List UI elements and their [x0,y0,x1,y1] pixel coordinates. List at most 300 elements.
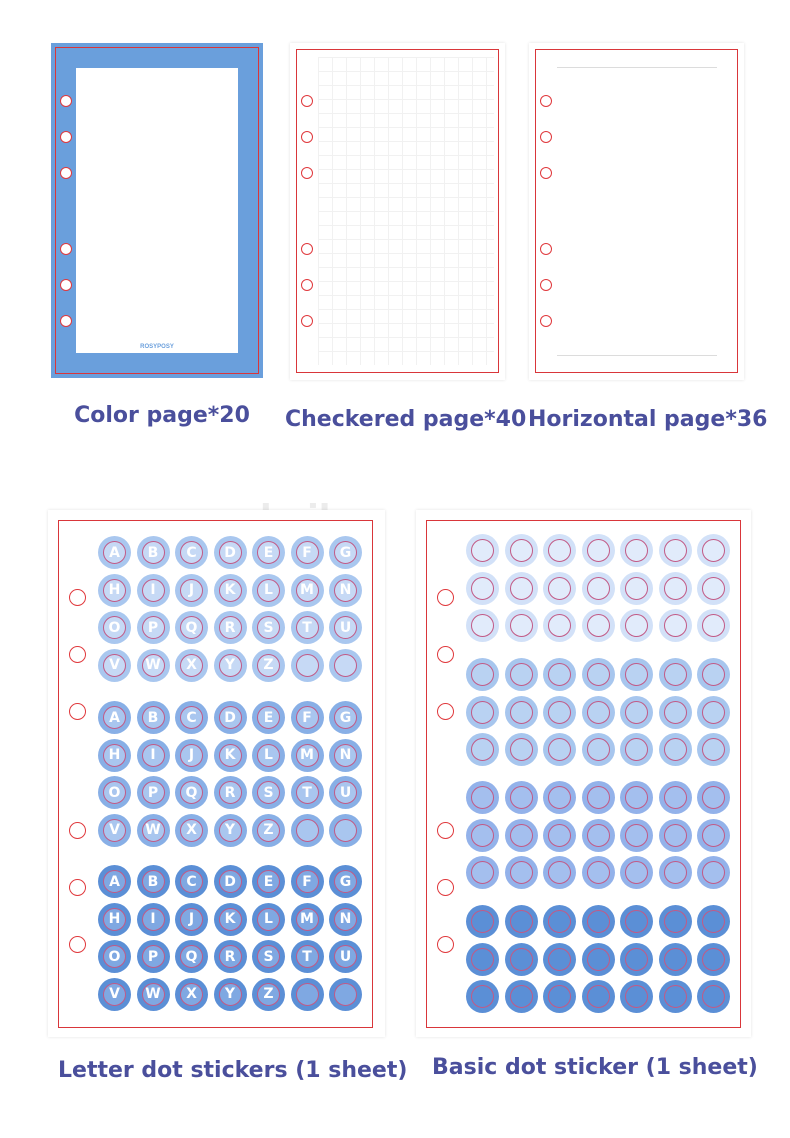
sticker-dot [329,903,362,936]
sticker-dot-inner: L [257,744,280,767]
sticker-dot-inner: T [296,781,319,804]
sticker-dot-inner [334,654,357,677]
sticker-dot [466,609,499,642]
page-frame [535,49,738,373]
binder-hole [301,315,313,327]
sticker-dot-inner: U [334,945,357,968]
binder-hole [540,315,552,327]
sticker-dot [697,980,730,1013]
sticker-dot-inner [664,786,687,809]
sticker-dot [620,819,653,852]
sticker-dot [582,609,615,642]
sticker-dot-inner: Z [257,819,280,842]
sticker-dot [697,658,730,691]
sticker-dot-inner: N [334,579,357,602]
sticker-dot [582,733,615,766]
sticker-dot [466,733,499,766]
sticker-dot-inner [625,861,648,884]
sticker-dot-inner [664,539,687,562]
sticker-dot-inner: X [180,654,203,677]
sticker-dot-inner [664,701,687,724]
sticker-dot [175,739,208,772]
sticker-dot [466,534,499,567]
sticker-dot-inner: L [257,908,280,931]
binder-hole [60,315,72,327]
sticker-dot-inner [625,738,648,761]
sticker-dot [543,733,576,766]
sticker-dot-inner: B [142,541,165,564]
sticker-dot-inner: R [219,781,242,804]
sticker-dot-inner: S [257,945,280,968]
binder-hole [60,279,72,291]
sticker-dot-inner: A [103,706,126,729]
sticker-dot [291,978,324,1011]
sticker-dot-inner: Q [180,945,203,968]
sticker-dot [543,609,576,642]
sticker-dot-inner [548,786,571,809]
sticker-dot [252,978,285,1011]
sticker-dot-inner [548,861,571,884]
sticker-dot-inner [702,738,725,761]
sticker-dot [466,943,499,976]
binder-hole [301,95,313,107]
sticker-dot [175,611,208,644]
sticker-dot-inner: P [142,945,165,968]
sticker-dot-inner: E [257,870,280,893]
sticker-dot-inner [625,701,648,724]
sticker-dot-inner [625,539,648,562]
sticker-dot-inner [702,577,725,600]
sticker-dot [137,814,170,847]
sticker-dot-inner [510,861,533,884]
sticker-dot [252,739,285,772]
sticker-dot [214,701,247,734]
sticker-dot-inner [587,824,610,847]
sticker-dot [505,980,538,1013]
sticker-dot [137,611,170,644]
sticker-dot [659,905,692,938]
sticker-dot [697,905,730,938]
binder-hole [540,131,552,143]
sticker-dot-inner [471,614,494,637]
sticker-dot-inner [471,786,494,809]
sticker-dot [175,814,208,847]
sticker-dot [252,903,285,936]
binder-hole [60,167,72,179]
sticker-dot [659,534,692,567]
sticker-dot-inner [510,577,533,600]
sticker-dot [697,609,730,642]
sticker-dot-inner [587,786,610,809]
sticker-dot [98,701,131,734]
sticker-dot [214,611,247,644]
sticker-dot-inner [296,654,319,677]
sticker-dot [620,696,653,729]
color-page-card [51,43,263,378]
sticker-dot [137,536,170,569]
sticker-dot-inner [510,985,533,1008]
sticker-dot-inner: Q [180,781,203,804]
sticker-dot [659,733,692,766]
sticker-dot [214,814,247,847]
sticker-dot-inner [510,701,533,724]
sticker-dot-inner [471,701,494,724]
checkered-page-caption: Checkered page*40 [285,407,527,432]
sticker-dot-inner: S [257,781,280,804]
sticker-dot [697,943,730,976]
sticker-dot [98,903,131,936]
checkered-page-card [290,43,505,380]
sticker-dot-inner: E [257,706,280,729]
sticker-dot [98,536,131,569]
sticker-dot-inner: O [103,616,126,639]
sticker-dot-inner [625,910,648,933]
sticker-dot-inner [587,738,610,761]
sticker-dot-inner: V [103,983,126,1006]
sticker-dot-inner [587,614,610,637]
sticker-dot-inner [625,577,648,600]
sticker-dot [543,943,576,976]
sticker-dot [98,611,131,644]
sticker-dot [659,781,692,814]
sticker-dot-inner [471,738,494,761]
binder-hole [301,279,313,291]
sticker-dot [582,781,615,814]
sticker-dot-inner: W [142,654,165,677]
sticker-dot-inner [702,701,725,724]
sticker-dot [175,865,208,898]
sticker-dot-inner [471,663,494,686]
sticker-dot [620,733,653,766]
sticker-dot-inner: M [296,744,319,767]
sticker-dot [252,649,285,682]
sticker-dot-inner [664,861,687,884]
sticker-dot-inner [548,539,571,562]
sticker-dot [291,739,324,772]
sticker-dot-inner [471,861,494,884]
sticker-dot [175,940,208,973]
sticker-dot [137,978,170,1011]
sticker-dot-inner [548,824,571,847]
sticker-dot [291,611,324,644]
sticker-dot [543,534,576,567]
sticker-dot-inner: I [142,744,165,767]
sticker-dot [214,776,247,809]
sticker-dot-inner: D [219,541,242,564]
sticker-dot-inner: G [334,541,357,564]
sticker-dot [175,978,208,1011]
sticker-dot [329,865,362,898]
sticker-dot-inner [664,577,687,600]
sticker-dot-inner [702,910,725,933]
sticker-dot-inner [702,861,725,884]
binder-hole [540,95,552,107]
sticker-dot [505,609,538,642]
sticker-dot [620,534,653,567]
sticker-dot-inner [510,786,533,809]
sticker-dot-inner: K [219,579,242,602]
sticker-dot [582,658,615,691]
sticker-dot-inner [510,910,533,933]
sticker-dot-inner [625,824,648,847]
sticker-dot-inner [471,948,494,971]
letter-sticker-sheet [48,510,385,1037]
sticker-dot [466,905,499,938]
sticker-dot-inner [471,539,494,562]
binder-hole [540,279,552,291]
sticker-dot-inner [471,577,494,600]
sticker-dot [697,572,730,605]
sticker-dot-inner: C [180,541,203,564]
sticker-dot-inner: U [334,781,357,804]
sticker-dot [466,572,499,605]
sticker-dot-inner: E [257,541,280,564]
sticker-dot [137,865,170,898]
sticker-dot-inner [587,985,610,1008]
sticker-dot [620,609,653,642]
sticker-dot-inner: I [142,579,165,602]
sticker-dot-inner [664,824,687,847]
sticker-dot-inner: Z [257,654,280,677]
sticker-dot [214,536,247,569]
sticker-dot [466,658,499,691]
sticker-dot [329,574,362,607]
sticker-dot-inner [548,910,571,933]
sticker-dot [505,658,538,691]
sticker-dot [466,980,499,1013]
sticker-dot-inner: O [103,781,126,804]
basic-stickers-caption: Basic dot sticker (1 sheet) [432,1055,758,1080]
sticker-dot-inner [587,910,610,933]
sticker-dot-inner [625,663,648,686]
horizontal-page-caption: Horizontal page*36 [528,407,768,432]
sticker-dot [697,781,730,814]
sticker-dot-inner [664,910,687,933]
sticker-dot-inner [702,663,725,686]
sticker-dot [620,943,653,976]
sticker-dot [543,696,576,729]
sticker-dot [175,649,208,682]
sticker-dot-inner: K [219,744,242,767]
sticker-dot-inner: Y [219,983,242,1006]
sticker-dot [291,701,324,734]
sticker-dot [329,814,362,847]
sticker-dot [137,574,170,607]
sticker-dot [214,940,247,973]
sticker-dot [697,733,730,766]
sticker-dot [214,739,247,772]
sticker-dot-inner: T [296,616,319,639]
sticker-dot [175,574,208,607]
sticker-dot [582,819,615,852]
binder-hole [301,131,313,143]
sticker-dot-inner [664,738,687,761]
binder-hole [540,243,552,255]
sticker-dot [659,609,692,642]
sticker-dot-inner: P [142,616,165,639]
sticker-dot [543,905,576,938]
sticker-dot-inner [334,983,357,1006]
sticker-dot-inner: F [296,870,319,893]
sticker-dot [98,865,131,898]
sticker-dot-inner: K [219,908,242,931]
sticker-dot-inner [296,983,319,1006]
sticker-dot [659,819,692,852]
sticker-dot-inner [702,539,725,562]
sticker-dot [697,534,730,567]
sticker-dot [543,781,576,814]
sticker-dot [582,856,615,889]
sticker-dot [543,819,576,852]
sticker-dot [291,903,324,936]
binder-hole [60,243,72,255]
sticker-dot [175,903,208,936]
sticker-dot [137,701,170,734]
sticker-dot [659,980,692,1013]
sticker-dot [252,536,285,569]
sticker-dot-inner [548,577,571,600]
sticker-dot-inner: J [180,744,203,767]
sticker-dot [214,649,247,682]
sticker-dot [329,536,362,569]
sticker-dot-inner: C [180,706,203,729]
sticker-dot-inner: G [334,870,357,893]
sticker-dot-inner: O [103,945,126,968]
binder-hole [60,95,72,107]
sticker-dot [98,776,131,809]
sticker-dot-inner [702,824,725,847]
sticker-dot-inner [471,985,494,1008]
sticker-dot-inner [510,948,533,971]
sticker-dot [505,943,538,976]
sticker-dot [329,978,362,1011]
sticker-dot [466,781,499,814]
sticker-dot [329,776,362,809]
sticker-dot-inner [587,539,610,562]
sticker-dot [252,776,285,809]
sticker-dot-inner: N [334,744,357,767]
sticker-dot-inner: U [334,616,357,639]
sticker-dot-inner: R [219,616,242,639]
sticker-dot-inner: S [257,616,280,639]
sticker-dot [175,701,208,734]
sticker-dot [620,572,653,605]
sticker-dot [659,696,692,729]
sticker-dot-inner [625,786,648,809]
sticker-dot [137,739,170,772]
sticker-dot-inner [587,948,610,971]
sticker-dot [214,903,247,936]
sticker-dot-inner [587,701,610,724]
sticker-dot [98,814,131,847]
ruled-line [557,355,717,356]
sticker-dot-inner: J [180,579,203,602]
sticker-dot [697,696,730,729]
sticker-dot-inner: A [103,870,126,893]
sticker-dot [214,978,247,1011]
sticker-dot-inner: Y [219,819,242,842]
sticker-dot [505,819,538,852]
sticker-dot [137,940,170,973]
sticker-dot [543,572,576,605]
sticker-dot [659,572,692,605]
sticker-dot [252,814,285,847]
sticker-dot-inner: G [334,706,357,729]
sticker-dot [98,574,131,607]
sticker-dot-inner: R [219,945,242,968]
sticker-dot-inner [587,663,610,686]
sticker-dot [659,658,692,691]
sticker-dot-inner [625,614,648,637]
sticker-dot-inner [702,614,725,637]
sticker-dot-inner: B [142,870,165,893]
sticker-dot-inner [471,910,494,933]
sticker-dot [582,980,615,1013]
sticker-dot-inner: Z [257,983,280,1006]
sticker-dot [98,940,131,973]
sticker-dot-inner [334,819,357,842]
sticker-dot [329,739,362,772]
sticker-dot-inner [664,948,687,971]
sticker-dot [291,865,324,898]
sticker-dot-inner: D [219,870,242,893]
sticker-dot [620,905,653,938]
sticker-dot-inner: H [103,579,126,602]
sticker-dot-inner [471,824,494,847]
sticker-dot [291,574,324,607]
sticker-dot [98,739,131,772]
sticker-dot [697,856,730,889]
sticker-dot [659,856,692,889]
sticker-dot-inner [664,663,687,686]
sticker-dot-inner [548,738,571,761]
sticker-dot-inner: Y [219,654,242,677]
sticker-dot [291,776,324,809]
sticker-dot-inner: B [142,706,165,729]
sticker-dot-inner [664,614,687,637]
sticker-dot-inner [510,614,533,637]
sticker-dot [505,572,538,605]
sticker-dot-inner: C [180,870,203,893]
sticker-dot [505,781,538,814]
sticker-dot [291,814,324,847]
sticker-dot-inner [510,824,533,847]
binder-hole [60,131,72,143]
sticker-dot [620,658,653,691]
sticker-dot [505,696,538,729]
sticker-dot [620,980,653,1013]
sticker-dot-inner [510,738,533,761]
sticker-dot-inner: H [103,908,126,931]
sticker-dot-inner: H [103,744,126,767]
sticker-dot-inner: D [219,706,242,729]
sticker-dot [620,856,653,889]
sticker-dot-inner [702,948,725,971]
sticker-dot [252,940,285,973]
sticker-dot [543,980,576,1013]
binder-hole [301,167,313,179]
sticker-dot-inner: W [142,983,165,1006]
sticker-dot [291,940,324,973]
sticker-dot-inner: W [142,819,165,842]
sticker-dot [505,733,538,766]
sticker-dot-inner [510,539,533,562]
sticker-dot-inner [702,786,725,809]
sticker-dot [543,658,576,691]
letter-dot-grid [48,510,385,1037]
sticker-dot [329,649,362,682]
sticker-dot [505,856,538,889]
